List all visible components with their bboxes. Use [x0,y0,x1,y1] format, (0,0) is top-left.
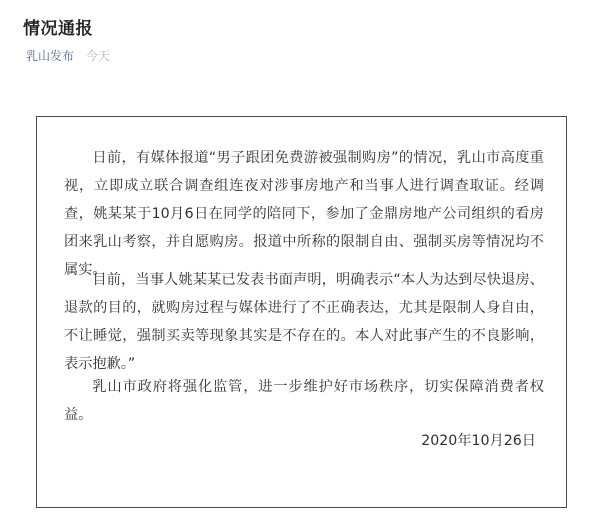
article-meta [26,47,110,64]
notice-date: 2020年10月26日 [421,433,536,449]
author-link[interactable]: 乳山发布 [26,49,75,63]
notice-box [36,116,567,508]
notice-paragraph-1: 日前，有媒体报道“男子跟团免费游被强制购房”的情况，乳山市高度重视，立即成立联合调查组连夜对涉事房地产和当事人进行调查取证。经调查，姚某某于10月6日在同学的陪同下，参加了金鼎房地产公司组织的看房团来乳山考察，并自愿购房。报道中所称的限制自由、强制买房等情况均不属实。 [64,150,544,278]
page-title: 情况通报 [23,19,93,39]
notice-paragraph-3: 乳山市政府将强化监管，进一步维护好市场秩序，切实保障消费者权益。 [64,379,544,423]
publish-time: 今天 [86,49,111,63]
notice-paragraph-2: 目前，当事人姚某某已发表书面声明，明确表示“本人为达到尽快退房、退款的目的，就购房过程与媒体进行了不正确表达，尤其是限制人身自由，不让睡觉，强制买卖等现象其实是不存在的。本人对此事产生的不良影响，表示抱歉。” [64,272,544,372]
